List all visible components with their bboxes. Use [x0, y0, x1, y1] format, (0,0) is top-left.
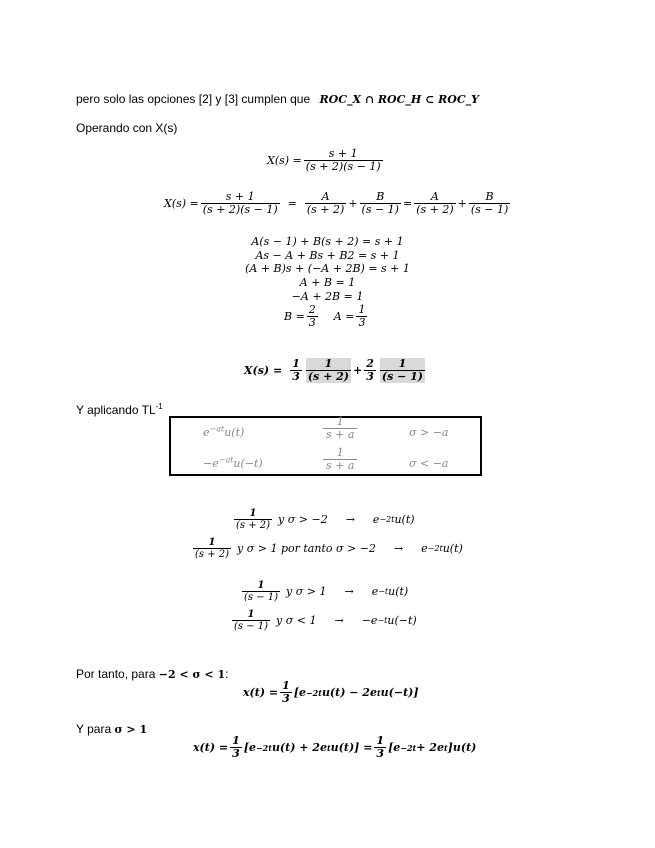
xt1-frac: $\frac{1}{3}$ [282, 679, 290, 705]
table-r2-signal: $-e^{-at}u(-t)$ [203, 455, 263, 470]
pair-row: $\frac{1}{(s - 1)}$ y σ < 1 → −e −t u(−t) [234, 609, 417, 632]
xt2-frac2: $\frac{1}{3}$ [376, 734, 385, 760]
xs-lhs: X(s) = [267, 154, 302, 167]
xsd-t2-den: (s − 1) [381, 370, 423, 383]
pair-frac: $\frac{1}{(s - 1)}$ [244, 580, 279, 603]
pf-a-den: (s + 2) [306, 203, 345, 216]
conclusion-colon: : [225, 667, 229, 681]
table-r2-roc: σ < −a [409, 457, 449, 470]
sol-a-num: 1 [358, 303, 366, 316]
second-case-line [76, 722, 147, 736]
xsd-t1 [306, 358, 351, 383]
pair-frac: $\frac{1}{(s - 1)}$ [234, 609, 269, 632]
table-r1-roc: σ > −a [409, 426, 449, 439]
pf-b [360, 191, 401, 216]
pf-b-num: B [376, 190, 385, 203]
sol-a-lhs: A = [333, 310, 355, 323]
xsd-plus: + [352, 364, 363, 377]
pair-frac: $\frac{1}{(s + 2)}$ [236, 508, 271, 531]
system-line: A + B = 1 [299, 276, 356, 290]
pf-f1-num: s + 1 [225, 190, 255, 203]
tl-text: Y aplicando TL [76, 403, 156, 417]
pair-frac: $\frac{1}{(s + 2)}$ [195, 537, 230, 560]
xsd-lhs: X(s) = [244, 364, 283, 377]
pf-a-num: A [321, 190, 330, 203]
operating-text: Operando con X(s) [76, 121, 178, 135]
pf-b2 [469, 191, 510, 216]
conclusion-cond: −2 < σ < 1 [158, 668, 226, 681]
xsd-c2-num: 2 [366, 357, 374, 370]
system-line: −A + 2B = 1 [291, 289, 364, 303]
sol-b-den: 3 [308, 316, 316, 329]
pf-a [305, 191, 346, 216]
table-r1-transform: $\frac{1}{s + a}$ [323, 416, 357, 441]
pair-row: $\frac{1}{(s + 2)}$ y σ > −2 → e −2t u(t) [236, 508, 415, 531]
pf-plus1: + [348, 197, 358, 210]
xsd-c2-den: 3 [366, 370, 374, 383]
xsd-t2-num: 1 [398, 357, 407, 370]
pf-eq-a: = [287, 197, 297, 210]
system-line: (A + B)s + (−A + 2B) = s + 1 [245, 262, 410, 276]
pf-eq-b: = [402, 197, 413, 210]
conclusion-line [76, 667, 228, 681]
system-line: A(s − 1) + B(s + 2) = s + 1 [251, 235, 404, 248]
xs-equation [267, 148, 385, 173]
pf-f1-den: (s + 2)(s − 1) [202, 203, 278, 216]
xt-result-2: x(t) = $\frac{1}{3}$ [e −2t u(t) + 2e t u(t)] = $\frac{1}{3}$ [e −2t + 2e t ]u(t) [193, 734, 477, 760]
sol-a-den: 3 [358, 316, 366, 329]
table-r1-signal: $e^{-at}u(t)$ [203, 424, 245, 439]
system-line: As − A + Bs + B2 = s + 1 [255, 248, 400, 262]
pf-a2-den: (s + 2) [416, 203, 454, 216]
xs-num: s + 1 [328, 147, 358, 160]
pf-lhs: X(s) = [164, 197, 199, 210]
xsd-c2 [364, 358, 376, 383]
pf-b2-num: B [485, 190, 494, 203]
roc-condition: ROC_X ∩ ROC_H ⊂ ROC_Y [319, 93, 479, 106]
xs-fraction [304, 148, 383, 173]
sol-b-lhs: B = [284, 310, 305, 323]
pair-row: $\frac{1}{(s - 1)}$ y σ > 1 → e −t u(t) [244, 580, 409, 603]
pf-a2 [414, 191, 455, 216]
solution-line [284, 304, 369, 329]
inverse-laplace-heading [76, 403, 163, 417]
pf-f1 [201, 191, 280, 216]
pf-b-den: (s − 1) [361, 203, 399, 216]
pf-b2-den: (s − 1) [470, 203, 509, 216]
xsd-t1-num: 1 [324, 357, 333, 370]
intro-line [76, 92, 479, 106]
tl-sup: -1 [155, 402, 163, 411]
table-r2-transform: $\frac{1}{s + a}$ [323, 447, 357, 472]
sol-a-frac [356, 304, 367, 329]
pf-plus2: + [457, 197, 467, 210]
laplace-pairs-table [169, 416, 482, 476]
xsd-t1-den: (s + 2) [307, 370, 349, 383]
xsd-c1-den: 3 [292, 370, 300, 383]
intro-text: pero solo las opciones [2] y [3] cumplen que [76, 92, 311, 106]
second-case-text: Y para [76, 722, 112, 736]
xsd-c1-num: 1 [292, 357, 300, 370]
sol-b-frac [307, 304, 318, 329]
pf-a2-num: A [430, 190, 439, 203]
xsd-c1 [290, 358, 302, 383]
second-case-cond: σ > 1 [114, 723, 148, 736]
conclusion-text: Por tanto, para [76, 667, 156, 681]
xs-decomposed [244, 358, 427, 383]
pair-row: $\frac{1}{(s + 2)}$ y σ > 1 por tanto σ > −2 → e −2t u(t) [195, 537, 463, 560]
partial-fraction-equation [164, 191, 512, 216]
xs-den: (s + 2)(s − 1) [305, 160, 381, 173]
xt-result-1: x(t) = $\frac{1}{3}$ [e −2t u(t) − 2e t u(−t)] [243, 679, 419, 705]
xt2-frac: $\frac{1}{3}$ [232, 734, 240, 760]
xsd-t2 [380, 358, 425, 383]
sol-b-num: 2 [308, 303, 316, 316]
coefficient-system [0, 235, 655, 304]
